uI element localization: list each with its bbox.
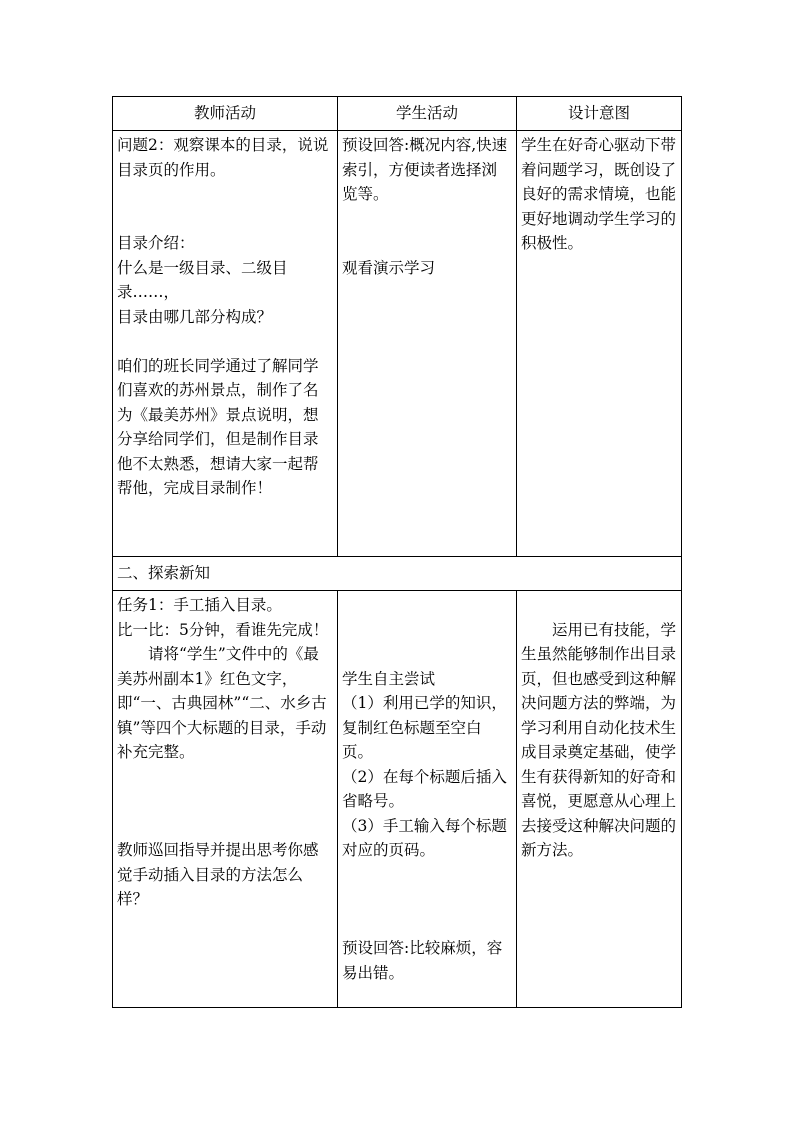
task-title: 任务1：手工插入目录。 — [117, 596, 282, 614]
teacher-guidance-text: 教师巡回指导并提出思考你感觉手动插入目录的方法怎么样？ — [117, 841, 319, 908]
header-row — [113, 97, 682, 131]
section-row — [113, 557, 682, 591]
task-instruction: 请将“学生”文件中的《最美苏州副本1》红色文字，即“一、古典园林”“二、水乡古镇”等四个大标题的目录，手动补充完整。 — [117, 645, 327, 761]
expected-answer-text: 预设回答:概况内容,快速索引，方便读者选择浏览等。 — [342, 136, 508, 203]
student-activity-cell — [338, 131, 517, 557]
teacher-activity-cell — [113, 591, 338, 1008]
lesson-plan-table — [112, 96, 682, 1008]
toc-intro-label: 目录介绍： — [117, 234, 195, 252]
table-row-task — [113, 591, 682, 1008]
intent-text: 运用已有技能，学生虽然能够制作出目录页，但也感受到这种解决问题方法的弊端，为学习利用自动化技术生成目录奠定基础，使学生有获得新知的好奇和喜悦，更愿意从心理上去接受这种解决问题的新方法。 — [521, 620, 677, 859]
teacher-activity-cell — [113, 131, 338, 557]
expected-answer-text: 预设回答:比较麻烦，容易出错。 — [342, 939, 503, 982]
section-heading: 二、探索新知 — [113, 557, 682, 591]
design-intent-cell — [517, 591, 682, 1008]
scenario-text: 咱们的班长同学通过了解同学们喜欢的苏州景点，制作了名为《最美苏州》景点说明，想分享给同学们，但是制作目录他不太熟悉，想请大家一起帮帮他，完成目录制作！ — [117, 356, 319, 497]
design-intent-cell — [517, 131, 682, 557]
header-design-intent: 设计意图 — [517, 97, 682, 131]
header-teacher-activity: 教师活动 — [113, 97, 338, 131]
step-1-text: （1）利用已学的知识，复制红色标题至空白页。 — [342, 694, 507, 761]
step-2-text: （2）在每个标题后插入省略号。 — [342, 767, 507, 810]
toc-parts-text: 目录由哪几部分构成？ — [117, 307, 273, 326]
table-row-intro — [113, 131, 682, 557]
self-try-label: 学生自主尝试 — [342, 669, 436, 688]
step-3-text: （3）手工输入每个标题对应的页码。 — [342, 816, 507, 859]
challenge-text: 比一比：5分钟，看谁先完成！ — [117, 620, 329, 639]
student-activity-cell — [338, 591, 517, 1008]
header-student-activity: 学生活动 — [338, 97, 517, 131]
toc-levels-text: 什么是一级目录、二级目录……， — [117, 258, 288, 301]
intent-text: 学生在好奇心驱动下带着问题学习，既创设了良好的需求情境，也能更好地调动学生学习的积极性。 — [521, 136, 677, 252]
question-text: 问题2：观察课本的目录，说说目录页的作用。 — [117, 136, 329, 179]
watch-demo-text: 观看演示学习 — [342, 258, 436, 277]
